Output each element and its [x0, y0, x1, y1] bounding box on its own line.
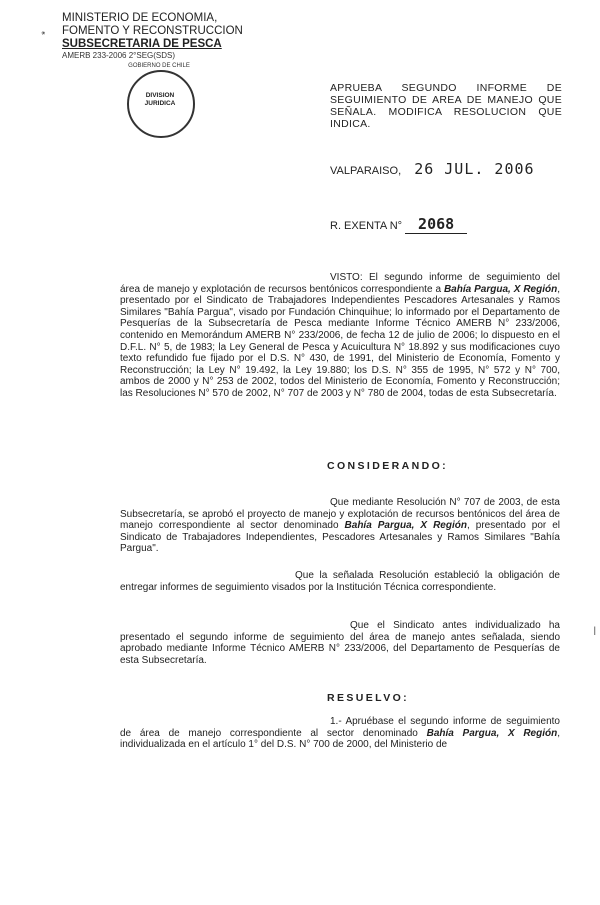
stamp-line2: JURIDICA: [144, 100, 176, 107]
visto-text-2: , presentado por el Sindicato de Trabajadores Independientes Pescadores Artesanales y Ramos Similares "Bahía Pargua", visado por Fundación Chinquihue; lo informado por el Departamento de Pesquerías de la Subsecretaría de Pesca mediante Informe Técnico AMERB N° 233/2006, contenido en Memorándum AMERB N° 233/2006, de fecha 12 de julio de 2006; lo dispuesto en el D.F.L. N° 5, de 1983; la Ley General de Pesca y Acuicultura N° 18.892 y sus modificaciones cuyo texto refundido fue fijado por el D.S. N° 430, de 1991, del Ministerio de Economía, Fomento y Reconstrucción; la Ley N° 19.492, la Ley 19.880; los D.S. N° 355 de 1995, N° 572 y N° 700, ambos de 2000 y N° 253 de 2002, todos del Ministerio de Economía, Fomento y Reconstrucción; las Resoluciones N° 570 de 2002, N° 707 de 2003 y N° 780 de 2004, todas de esta Subsecretaría.: [120, 283, 560, 399]
margin-mark: |: [593, 625, 596, 635]
c2-text: Que la señalada Resolución estableció la obligación de entregar informes de seguimiento visados por la Institución Técnica correspondiente.: [120, 570, 560, 593]
resuelvo-paragraph-1: [120, 716, 560, 751]
visto-place: Bahía Pargua, X Región: [443, 283, 558, 295]
place-and-date: [330, 160, 535, 178]
visto-text-1: El segundo informe de seguimiento del área de manejo y explotación de recursos bentónicos correspondiente a: [120, 272, 560, 295]
visto-lead: VISTO:: [330, 272, 363, 283]
c1-text-2: , presentado por el Sindicato de Trabajadores Independientes, Pescadores Artesanales y Ramos Similares "Bahía Pargua".: [120, 520, 561, 555]
resolution-summary: APRUEBA SEGUNDO INFORME DE SEGUIMIENTO DE AREA DE MANEJO QUE SEÑALA. MODIFICA RESOLUCION QUE INDICA.: [330, 82, 562, 130]
date-stamp: 26 JUL. 2006: [414, 160, 535, 178]
exenta-number-line: [330, 215, 467, 234]
letterhead: [62, 12, 243, 61]
reference-code: AMERB 233-2006 2°SEG(SDS): [62, 51, 176, 60]
ministry-name-line2: FOMENTO Y RECONSTRUCCION: [62, 25, 243, 37]
c1-place: Bahía Pargua, X Región: [344, 520, 467, 532]
resuelvo-heading: RESUELVO:: [327, 692, 410, 704]
considerando-paragraph-1: [120, 497, 560, 555]
considerando-paragraph-2: [120, 570, 560, 593]
stamp-ring-text: GOBIERNO DE CHILE: [128, 63, 190, 69]
place: VALPARAISO,: [330, 165, 402, 177]
exenta-label: R. EXENTA N°: [330, 220, 403, 232]
considerando-paragraph-3: [120, 620, 560, 666]
r1-place: Bahía Pargua, X Región: [426, 727, 558, 739]
c1-text-1: Que mediante Resolución N° 707 de 2003, de esta Subsecretaría, se aprobó el proyecto de manejo y explotación de recursos bentónicos del área de manejo correspondiente al sector denominado: [120, 497, 560, 532]
stamp-line1: DIVISION: [145, 92, 175, 99]
visto-paragraph: [120, 272, 560, 400]
stamp-text: [138, 92, 182, 108]
handwritten-mark: *: [40, 29, 48, 42]
exenta-number: 2068: [405, 215, 467, 234]
r1-text-1: 1.- Apruébase el segundo informe de seguimiento de área de manejo correspondiente al sector denominado: [120, 716, 560, 739]
considerando-heading: CONSIDERANDO:: [327, 460, 449, 472]
subsecretaria-name: SUBSECRETARIA DE PESCA: [62, 38, 222, 50]
ministry-name-line1: MINISTERIO DE ECONOMIA,: [62, 12, 218, 24]
r1-text-2: , individualizada en el artículo 1° del D.S. N° 700 de 2000, del Ministerio de: [120, 727, 560, 751]
c3-text: Que el Sindicato antes individualizado ha presentado el segundo informe de seguimiento del área de manejo antes señalada, siendo aprobado mediante Informe Técnico AMERB N° 233/2006, del Departamento de Pesquerías de esta Subsecretaría.: [120, 620, 560, 666]
